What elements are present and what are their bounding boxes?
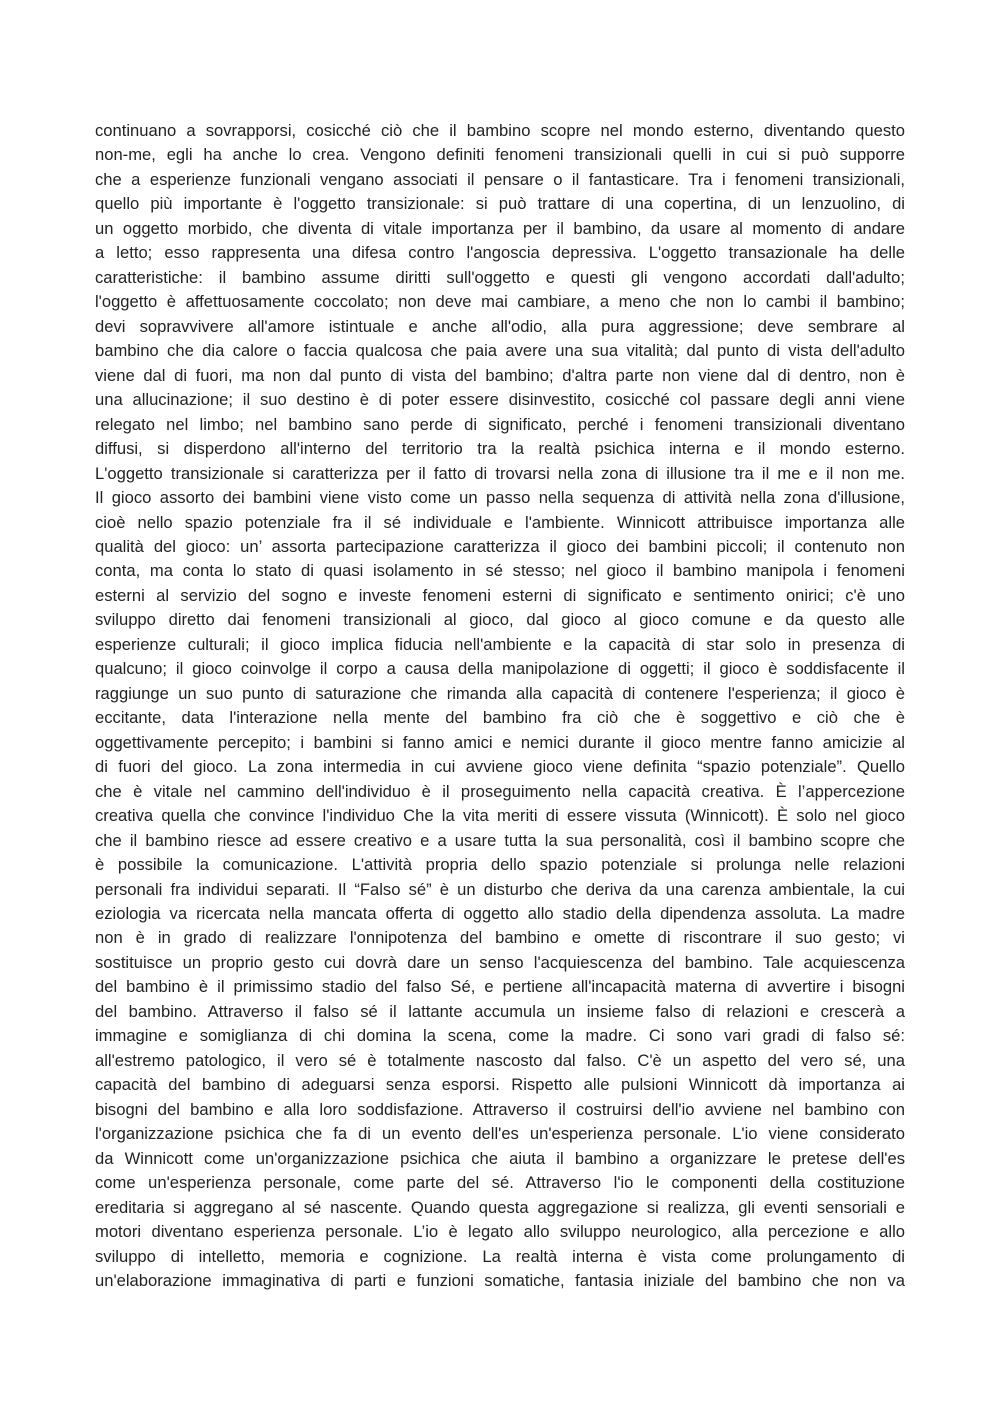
text-line: motori diventano esperienza personale. L’io è legato allo sviluppo neurologico, alla percezione e allo	[95, 1222, 905, 1242]
text-line: conta, ma conta lo stato di quasi isolamento in sé stesso; nel gioco il bambino manipola i fenomeni	[95, 561, 905, 581]
text-line: L'oggetto transizionale si caratterizza per il fatto di trovarsi nella zona di illusione tra il me e il non me.	[95, 463, 905, 483]
text-line: sviluppo di intelletto, memoria e cognizione. La realtà interna è vista come prolungamento di	[95, 1246, 905, 1266]
text-line: bambino che dia calore o faccia qualcosa che paia avere una sua vitalità; dal punto di vista dell'adulto	[95, 341, 905, 361]
text-line: caratteristiche: il bambino assume diritti sull'oggetto e questi gli vengono accordati dall'adulto;	[95, 267, 905, 287]
text-line: non è in grado di realizzare l'onnipotenza del bambino e omette di riscontrare il suo gesto; vi	[95, 928, 905, 948]
text-line: relegato nel limbo; nel bambino sano perde di significato, perché i fenomeni transizionali diventano	[95, 414, 905, 434]
text-line: creativa quella che convince l'individuo Che la vita meriti di essere vissuta (Winnicott). È solo nel gioco	[95, 806, 905, 826]
text-line: bisogni del bambino e alla loro soddisfazione. Attraverso il costruirsi dell'io avviene nel bambino con	[95, 1099, 905, 1119]
text-line: come un'esperienza personale, come parte del sé. Attraverso l'io le componenti della costituzione	[95, 1173, 905, 1193]
text-line: qualità del gioco: un’ assorta partecipazione caratterizza il gioco dei bambini piccoli; il contenuto non	[95, 536, 905, 556]
text-line: all'estremo patologico, il vero sé è totalmente nascosto dal falso. C'è un aspetto del vero sé, una	[95, 1050, 905, 1070]
text-line: l'oggetto è affettuosamente coccolato; non deve mai cambiare, a meno che non lo cambi il bambino;	[95, 292, 905, 312]
text-line: quello più importante è l'oggetto transizionale: si può trattare di una copertina, di un lenzuolino, di	[95, 194, 905, 214]
text-line: che a esperienze funzionali vengano associati il pensare o il fantasticare. Tra i fenomeni transizionali,	[95, 169, 905, 189]
text-line: viene dal di fuori, ma non dal punto di vista del bambino; d'altra parte non viene dal di dentro, non è	[95, 365, 905, 385]
text-line: l'organizzazione psichica che fa di un evento dell'es un'esperienza personale. L'io viene considerato	[95, 1124, 905, 1144]
text-line: è possibile la comunicazione. L'attività propria dello spazio potenziale si prolunga nelle relazioni	[95, 855, 905, 875]
text-line: sviluppo diretto dai fenomeni transizionali al gioco, dal gioco al gioco comune e da questo alle	[95, 610, 905, 630]
text-line: un oggetto morbido, che diventa di vitale importanza per il bambino, da usare al momento di andare	[95, 218, 905, 238]
text-line: del bambino è il primissimo stadio del falso Sé, e pertiene all'incapacità materna di avvertire i bisogni	[95, 977, 905, 997]
text-line: un'elaborazione immaginativa di parti e funzioni somatiche, fantasia iniziale del bambino che non va	[95, 1271, 905, 1291]
text-line: immagine e somiglianza di chi domina la scena, come la madre. Ci sono vari gradi di falso sé:	[95, 1026, 905, 1046]
text-line: personali fra individui separati. Il “Falso sé” è un disturbo che deriva da una carenza ambientale, la cui	[95, 879, 905, 899]
text-line: cioè nello spazio potenziale fra il sé individuale e l'ambiente. Winnicott attribuisce importanza alle	[95, 512, 905, 532]
text-line: una allucinazione; il suo destino è di poter essere disinvestito, cosicché col passare degli anni viene	[95, 390, 905, 410]
text-line: devi sopravvivere all'amore istintuale e anche all'odio, alla pura aggressione; deve sembrare al	[95, 316, 905, 336]
text-line: da Winnicott come un'organizzazione psichica che aiuta il bambino a organizzare le pretese dell'es	[95, 1148, 905, 1168]
text-line: a letto; esso rappresenta una difesa contro l'angoscia depressiva. L'oggetto transazionale ha delle	[95, 243, 905, 263]
text-line: ereditaria si aggregano al sé nascente. Quando questa aggregazione si realizza, gli eventi sensoriali e	[95, 1197, 905, 1217]
text-line: che il bambino riesce ad essere creativo e a usare tutta la sua personalità, così il bambino scopre che	[95, 830, 905, 850]
text-line: raggiunge un suo punto di saturazione che rimanda alla capacità di contenere l'esperienza; il gioco è	[95, 683, 905, 703]
text-line: di fuori del gioco. La zona intermedia in cui avviene gioco viene definita “spazio potenziale”. Quello	[95, 757, 905, 777]
text-line: sostituisce un proprio gesto cui dovrà dare un senso l'acquiescenza del bambino. Tale acquiescenza	[95, 952, 905, 972]
text-line: capacità del bambino di adeguarsi senza esporsi. Rispetto alle pulsioni Winnicott dà importanza ai	[95, 1075, 905, 1095]
text-line: qualcuno; il gioco coinvolge il corpo a causa della manipolazione di oggetti; il gioco è soddisfacente il	[95, 659, 905, 679]
text-line: che è vitale nel cammino dell'individuo è il proseguimento nella capacità creativa. È l’appercezione	[95, 781, 905, 801]
text-line: eccitante, data l'interazione nella mente del bambino fra ciò che è soggettivo e ciò che è	[95, 708, 905, 728]
text-line: del bambino. Attraverso il falso sé il lattante accumula un insieme falso di relazioni e crescerà a	[95, 1001, 905, 1021]
text-line: continuano a sovrapporsi, cosicché ciò che il bambino scopre nel mondo esterno, diventando questo	[95, 121, 905, 140]
text-line: diffusi, si disperdono all'interno del territorio tra la realtà psichica interna e il mondo esterno.	[95, 439, 905, 459]
body-paragraph	[95, 119, 905, 1294]
text-line: non-me, egli ha anche lo crea. Vengono definiti fenomeni transizionali quelli in cui si può supporre	[95, 145, 905, 165]
text-line: Il gioco assorto dei bambini viene visto come un passo nella sequenza di attività nella zona d'illusione,	[95, 488, 905, 508]
text-line: esperienze culturali; il gioco implica fiducia nell'ambiente e la capacità di star solo in presenza di	[95, 634, 905, 654]
text-line: oggettivamente percepito; i bambini si fanno amici e nemici durante il gioco mentre fanno amicizie al	[95, 732, 905, 752]
text-line: esterni al servizio del sogno e investe fenomeni esterni di significato e sentimento onirici; c'è uno	[95, 585, 905, 605]
text-line: eziologia va ricercata nella mancata offerta di oggetto allo stadio della dipendenza assoluta. La madre	[95, 904, 905, 923]
